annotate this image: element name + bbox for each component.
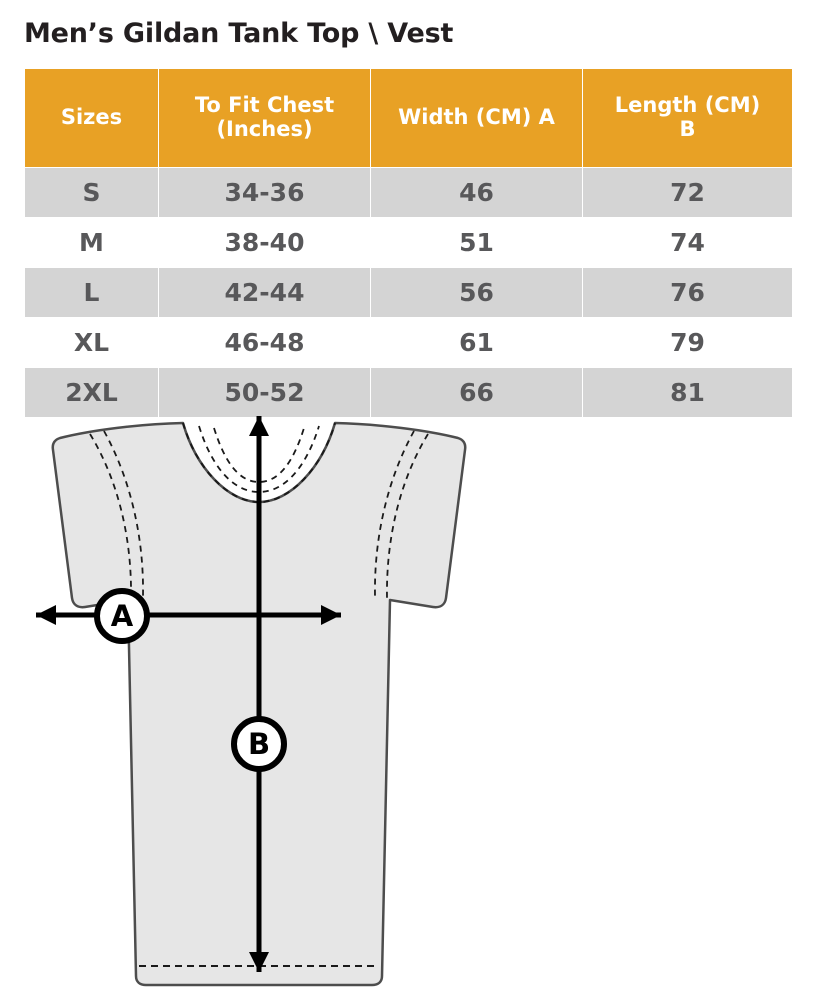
column-header-chest-line2: (Inches) [216, 117, 313, 141]
column-header-width-label: Width (CM) A [398, 105, 555, 130]
cell-length: 79 [583, 318, 793, 368]
cell-length: 74 [583, 218, 793, 268]
cell-size: 2XL [25, 368, 159, 418]
marker-b-label: B [247, 727, 271, 761]
cell-chest: 38-40 [159, 218, 371, 268]
column-header-chest [159, 69, 371, 168]
column-header-width [371, 69, 583, 168]
table-header-row [25, 69, 793, 168]
cell-chest: 50-52 [159, 368, 371, 418]
cell-width: 66 [371, 368, 583, 418]
table-row [25, 218, 793, 268]
cell-length: 81 [583, 368, 793, 418]
marker-a [97, 591, 147, 641]
page-title: Men’s Gildan Tank Top \ Vest [24, 18, 454, 49]
cell-width: 56 [371, 268, 583, 318]
cell-size: XL [25, 318, 159, 368]
table-row [25, 168, 793, 218]
cell-length: 72 [583, 168, 793, 218]
cell-width: 61 [371, 318, 583, 368]
cell-chest: 34-36 [159, 168, 371, 218]
cell-width: 46 [371, 168, 583, 218]
column-header-length-line1: Length (CM) [614, 93, 761, 118]
column-header-sizes-label: Sizes [60, 105, 123, 130]
cell-length: 76 [583, 268, 793, 318]
column-header-chest-line1: To Fit Chest [194, 93, 335, 118]
column-header-sizes [25, 69, 159, 168]
garment-diagram [0, 410, 818, 1007]
cell-chest: 42-44 [159, 268, 371, 318]
table-row [25, 268, 793, 318]
column-header-length-line2: B [679, 117, 696, 141]
size-chart-table [24, 68, 793, 418]
table-row [25, 318, 793, 368]
cell-width: 51 [371, 218, 583, 268]
cell-size: L [25, 268, 159, 318]
marker-b [234, 719, 284, 769]
cell-size: M [25, 218, 159, 268]
column-header-length [583, 69, 793, 168]
cell-size: S [25, 168, 159, 218]
marker-a-label: A [110, 599, 134, 633]
cell-chest: 46-48 [159, 318, 371, 368]
